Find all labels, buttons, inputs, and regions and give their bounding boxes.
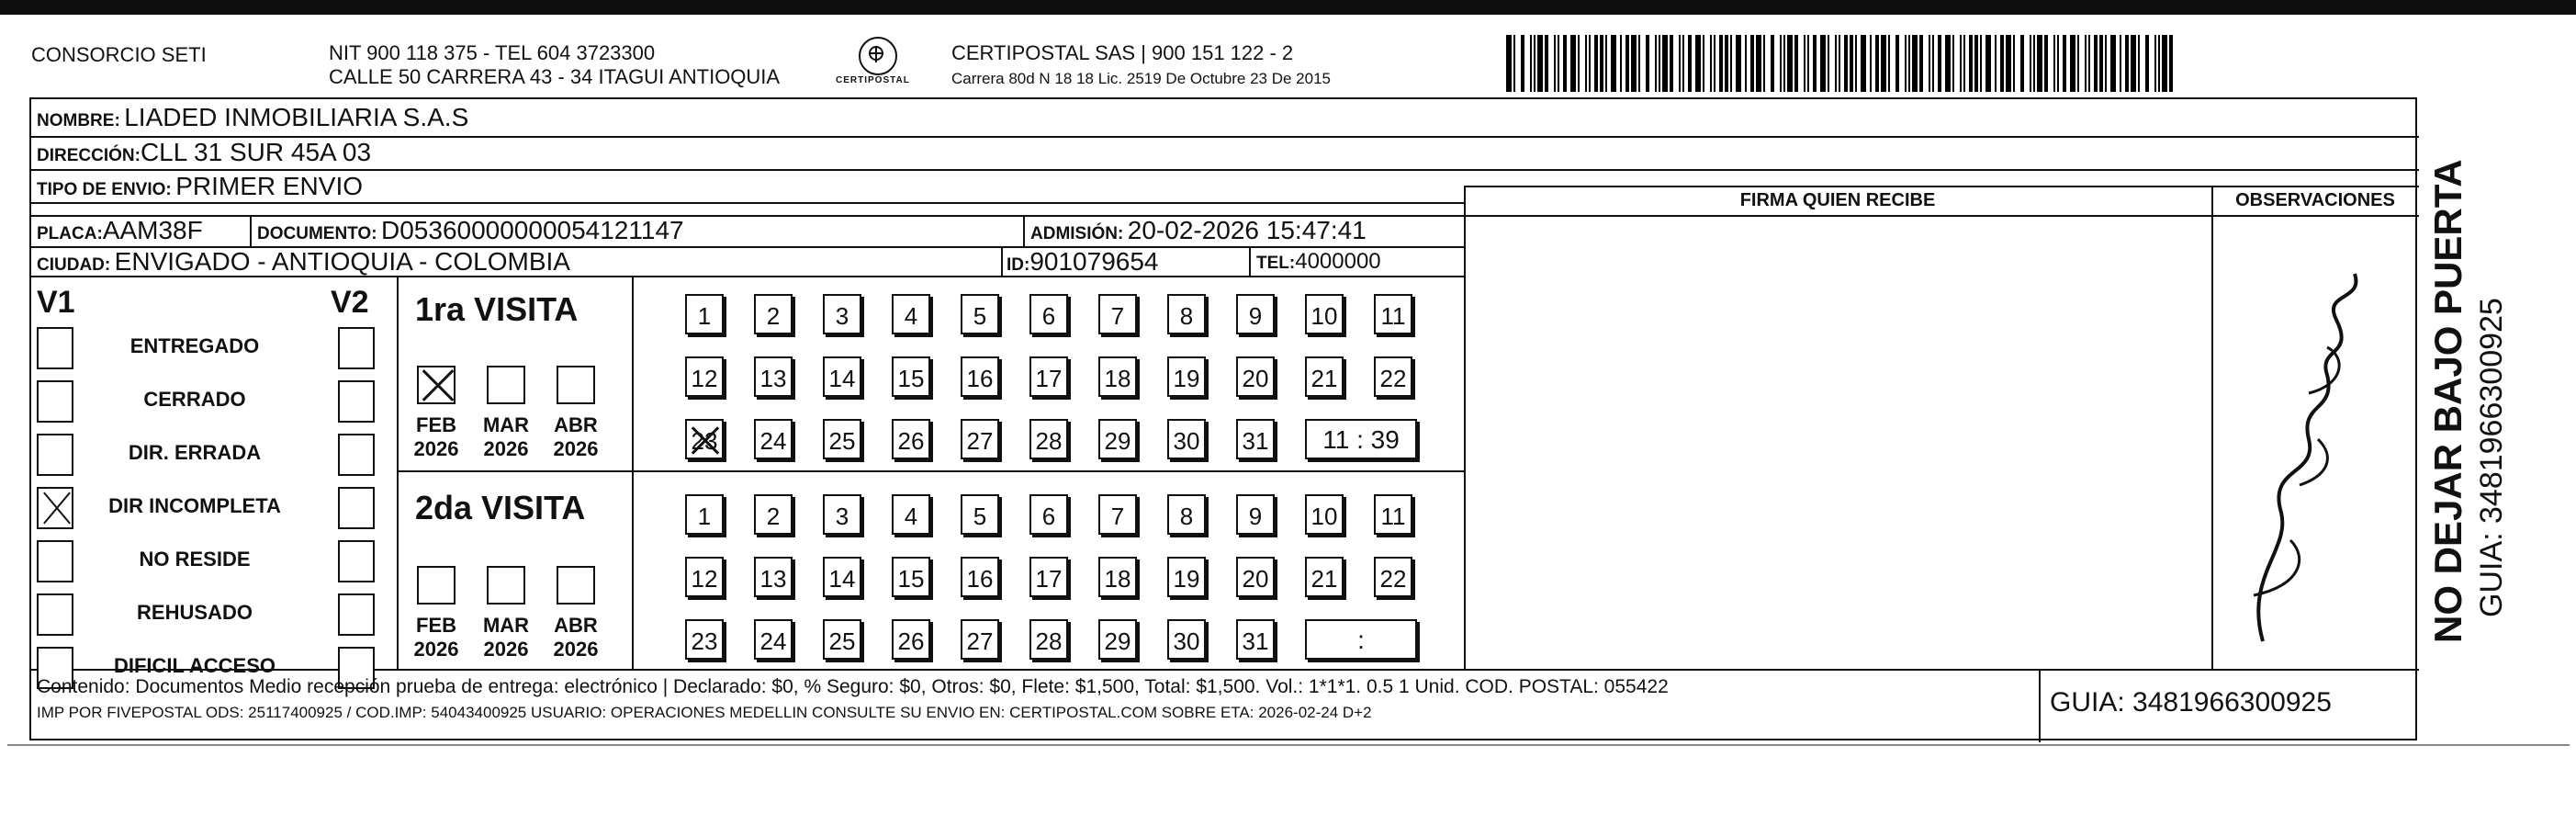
v2-checkbox[interactable] xyxy=(338,434,375,476)
v1-checkbox[interactable] xyxy=(37,540,73,582)
side-guia: GUIA: 3481966300925 xyxy=(2474,298,2509,617)
placa-value: AAM38F xyxy=(102,216,203,244)
v2-checkbox[interactable] xyxy=(338,593,375,636)
day-box[interactable]: 29 xyxy=(1098,419,1137,459)
day-box[interactable]: 8 xyxy=(1167,494,1206,535)
month-checkbox[interactable] xyxy=(417,566,456,605)
v2-checkbox[interactable] xyxy=(338,327,375,369)
month-label: ABR xyxy=(554,614,598,637)
day-box[interactable]: 13 xyxy=(754,557,793,597)
v2-checkbox[interactable] xyxy=(338,380,375,423)
day-box[interactable]: 29 xyxy=(1098,619,1137,660)
day-box[interactable]: 4 xyxy=(892,294,930,334)
ciudad-label: CIUDAD: xyxy=(37,255,111,275)
day-box[interactable]: 12 xyxy=(685,557,724,597)
day-box[interactable]: 1 xyxy=(685,494,724,535)
reason-label: DIR. ERRADA xyxy=(128,441,262,464)
month-label: FEB xyxy=(416,413,456,436)
day-box[interactable]: 4 xyxy=(892,494,930,535)
reason-label: ENTREGADO xyxy=(129,334,260,357)
day-box[interactable]: 10 xyxy=(1305,294,1344,334)
certipostal-line2: Carrera 80d N 18 18 Lic. 2519 De Octubre 23 De 2015 xyxy=(951,70,1331,87)
footer-line2: IMP POR FIVEPOSTAL ODS: 25117400925 / COD.IMP: 54043400925 USUARIO: OPERACIONES MEDELLIN CONSULTE SU ENVIO EN: CERTIPOSTAL.COM SOBRE ETA: 2026-02-24 D+2 xyxy=(37,704,1372,721)
v1-checkbox[interactable] xyxy=(37,593,73,636)
tipo-envio-label: TIPO DE ENVIO: xyxy=(37,180,172,199)
day-box[interactable]: 27 xyxy=(961,419,999,459)
day-box[interactable]: 24 xyxy=(754,419,793,459)
day-box[interactable]: 11 xyxy=(1374,294,1412,334)
id-label: ID: xyxy=(1007,255,1030,275)
month-checkbox[interactable] xyxy=(557,566,595,605)
day-box[interactable]: 25 xyxy=(823,419,861,459)
day-box[interactable]: 19 xyxy=(1167,557,1206,597)
month-year: 2026 xyxy=(413,437,459,460)
day-box[interactable]: 21 xyxy=(1305,356,1344,397)
day-box[interactable]: 30 xyxy=(1167,619,1206,660)
observaciones-header: OBSERVACIONES xyxy=(2235,190,2395,210)
month-year: 2026 xyxy=(413,638,459,661)
day-box[interactable]: 26 xyxy=(892,419,930,459)
day-box[interactable]: 3 xyxy=(823,494,861,535)
time-field[interactable]: 11 : 39 xyxy=(1305,419,1417,459)
day-box[interactable]: 28 xyxy=(1029,619,1068,660)
time-field[interactable]: : xyxy=(1305,619,1417,660)
day-box[interactable]: 26 xyxy=(892,619,930,660)
nit-line: NIT 900 118 375 - TEL 604 3723300 xyxy=(329,41,656,64)
firma-header: FIRMA QUIEN RECIBE xyxy=(1739,190,1936,210)
company-name: CONSORCIO SETI xyxy=(31,43,207,66)
day-box[interactable]: 19 xyxy=(1167,356,1206,397)
certipostal-line1: CERTIPOSTAL SAS | 900 151 122 - 2 xyxy=(951,41,1294,64)
day-box[interactable]: 17 xyxy=(1029,557,1068,597)
day-box[interactable]: 27 xyxy=(961,619,999,660)
v1-checkbox[interactable] xyxy=(37,434,73,476)
day-box[interactable]: 10 xyxy=(1305,494,1344,535)
month-label: FEB xyxy=(416,614,456,637)
v1-header: V1 xyxy=(37,285,75,320)
day-box[interactable]: 5 xyxy=(961,294,999,334)
reason-label: CERRADO xyxy=(143,388,246,411)
day-box[interactable]: 22 xyxy=(1374,356,1412,397)
month-checkbox[interactable] xyxy=(417,366,456,404)
month-year: 2026 xyxy=(553,638,599,661)
v2-header: V2 xyxy=(331,285,369,320)
month-year: 2026 xyxy=(553,437,599,460)
day-box[interactable]: 6 xyxy=(1029,294,1068,334)
reason-label: DIFICIL ACCESO xyxy=(113,654,276,677)
tel-value: 4000000 xyxy=(1295,249,1381,274)
v1-checkbox[interactable] xyxy=(37,380,73,423)
day-box[interactable]: 20 xyxy=(1236,557,1275,597)
visit2-title: 2da VISITA xyxy=(415,489,586,526)
address-line: CALLE 50 CARRERA 43 - 34 ITAGUI ANTIOQUIA xyxy=(329,65,781,88)
day-box[interactable]: 16 xyxy=(961,557,999,597)
v2-checkbox[interactable] xyxy=(338,540,375,582)
reason-label: NO RESIDE xyxy=(139,548,251,571)
nombre-label: NOMBRE: xyxy=(37,111,120,130)
month-label: MAR xyxy=(482,614,530,637)
direccion-value: CLL 31 SUR 45A 03 xyxy=(140,138,372,166)
month-label: ABR xyxy=(554,413,598,436)
day-box[interactable]: 23 xyxy=(685,419,724,459)
day-box[interactable]: 28 xyxy=(1029,419,1068,459)
side-warning: NO DEJAR BAJO PUERTA xyxy=(2426,159,2469,643)
day-box[interactable]: 9 xyxy=(1236,494,1275,535)
reason-label: REHUSADO xyxy=(137,601,253,624)
documento-value: D05360000000054121147 xyxy=(381,216,684,244)
month-year: 2026 xyxy=(483,638,529,661)
day-box[interactable]: 20 xyxy=(1236,356,1275,397)
v2-checkbox[interactable] xyxy=(338,487,375,529)
footer-line1: Contenido: Documentos Medio recepción prueba de entrega: electrónico | Declarado: $0, % Seguro: $0, Otros: $0, Flete: $1,500, Total: $1,500. Vol.: 1*1*1. 0.5 1 Unid. COD. POSTAL: 055422 xyxy=(37,676,1669,697)
ciudad-value: ENVIGADO - ANTIOQUIA - COLOMBIA xyxy=(114,247,570,276)
day-box[interactable]: 22 xyxy=(1374,557,1412,597)
visit1-title: 1ra VISITA xyxy=(415,290,579,328)
lower-sheet-edge xyxy=(7,744,2570,746)
day-box[interactable]: 25 xyxy=(823,619,861,660)
day-box[interactable]: 15 xyxy=(892,356,930,397)
signature-scribble xyxy=(2226,246,2401,660)
day-box[interactable]: 21 xyxy=(1305,557,1344,597)
month-label: MAR xyxy=(482,413,530,436)
day-box[interactable]: 17 xyxy=(1029,356,1068,397)
day-box[interactable]: 9 xyxy=(1236,294,1275,334)
day-box[interactable]: 18 xyxy=(1098,356,1137,397)
day-box[interactable]: 2 xyxy=(754,294,793,334)
top-scan-edge xyxy=(0,0,2576,15)
day-box[interactable]: 16 xyxy=(961,356,999,397)
month-checkbox[interactable] xyxy=(487,366,525,404)
day-box[interactable]: 2 xyxy=(754,494,793,535)
v1-checkbox[interactable] xyxy=(37,327,73,369)
day-box[interactable]: 31 xyxy=(1236,619,1275,660)
logo-text: CERTIPOSTAL xyxy=(836,75,910,85)
day-box[interactable]: 14 xyxy=(823,356,861,397)
day-box[interactable]: 13 xyxy=(754,356,793,397)
day-box[interactable]: 31 xyxy=(1236,419,1275,459)
month-year: 2026 xyxy=(483,437,529,460)
direccion-label: DIRECCIÓN: xyxy=(37,146,141,165)
day-box[interactable]: 1 xyxy=(685,294,724,334)
documento-label: DOCUMENTO: xyxy=(257,224,377,243)
tipo-envio-value: PRIMER ENVIO xyxy=(175,172,364,200)
day-box[interactable]: 14 xyxy=(823,557,861,597)
day-box[interactable]: 15 xyxy=(892,557,930,597)
delivery-form xyxy=(29,97,2417,740)
footer-guia: GUIA: 3481966300925 xyxy=(2050,687,2332,718)
barcode xyxy=(1506,35,2186,92)
day-box[interactable]: 11 xyxy=(1374,494,1412,535)
day-box[interactable]: 7 xyxy=(1098,294,1137,334)
month-checkbox[interactable] xyxy=(487,566,525,605)
v1-checkbox[interactable] xyxy=(37,487,73,529)
day-box[interactable]: 5 xyxy=(961,494,999,535)
certipostal-logo-icon xyxy=(859,37,897,75)
admision-label: ADMISIÓN: xyxy=(1030,224,1124,243)
day-box[interactable]: 7 xyxy=(1098,494,1137,535)
placa-label: PLACA: xyxy=(37,224,103,243)
day-box[interactable]: 12 xyxy=(685,356,724,397)
day-box[interactable]: 30 xyxy=(1167,419,1206,459)
day-box[interactable]: 6 xyxy=(1029,494,1068,535)
day-box[interactable]: 18 xyxy=(1098,557,1137,597)
day-box[interactable]: 8 xyxy=(1167,294,1206,334)
nombre-value: LIADED INMOBILIARIA S.A.S xyxy=(124,103,469,131)
reason-label: DIR INCOMPLETA xyxy=(108,494,281,517)
day-box[interactable]: 23 xyxy=(685,619,724,660)
month-checkbox[interactable] xyxy=(557,366,595,404)
tel-label: TEL: xyxy=(1256,254,1296,273)
day-box[interactable]: 24 xyxy=(754,619,793,660)
admision-value: 20-02-2026 15:47:41 xyxy=(1127,216,1367,244)
day-box[interactable]: 3 xyxy=(823,294,861,334)
id-value: 901079654 xyxy=(1029,247,1159,276)
